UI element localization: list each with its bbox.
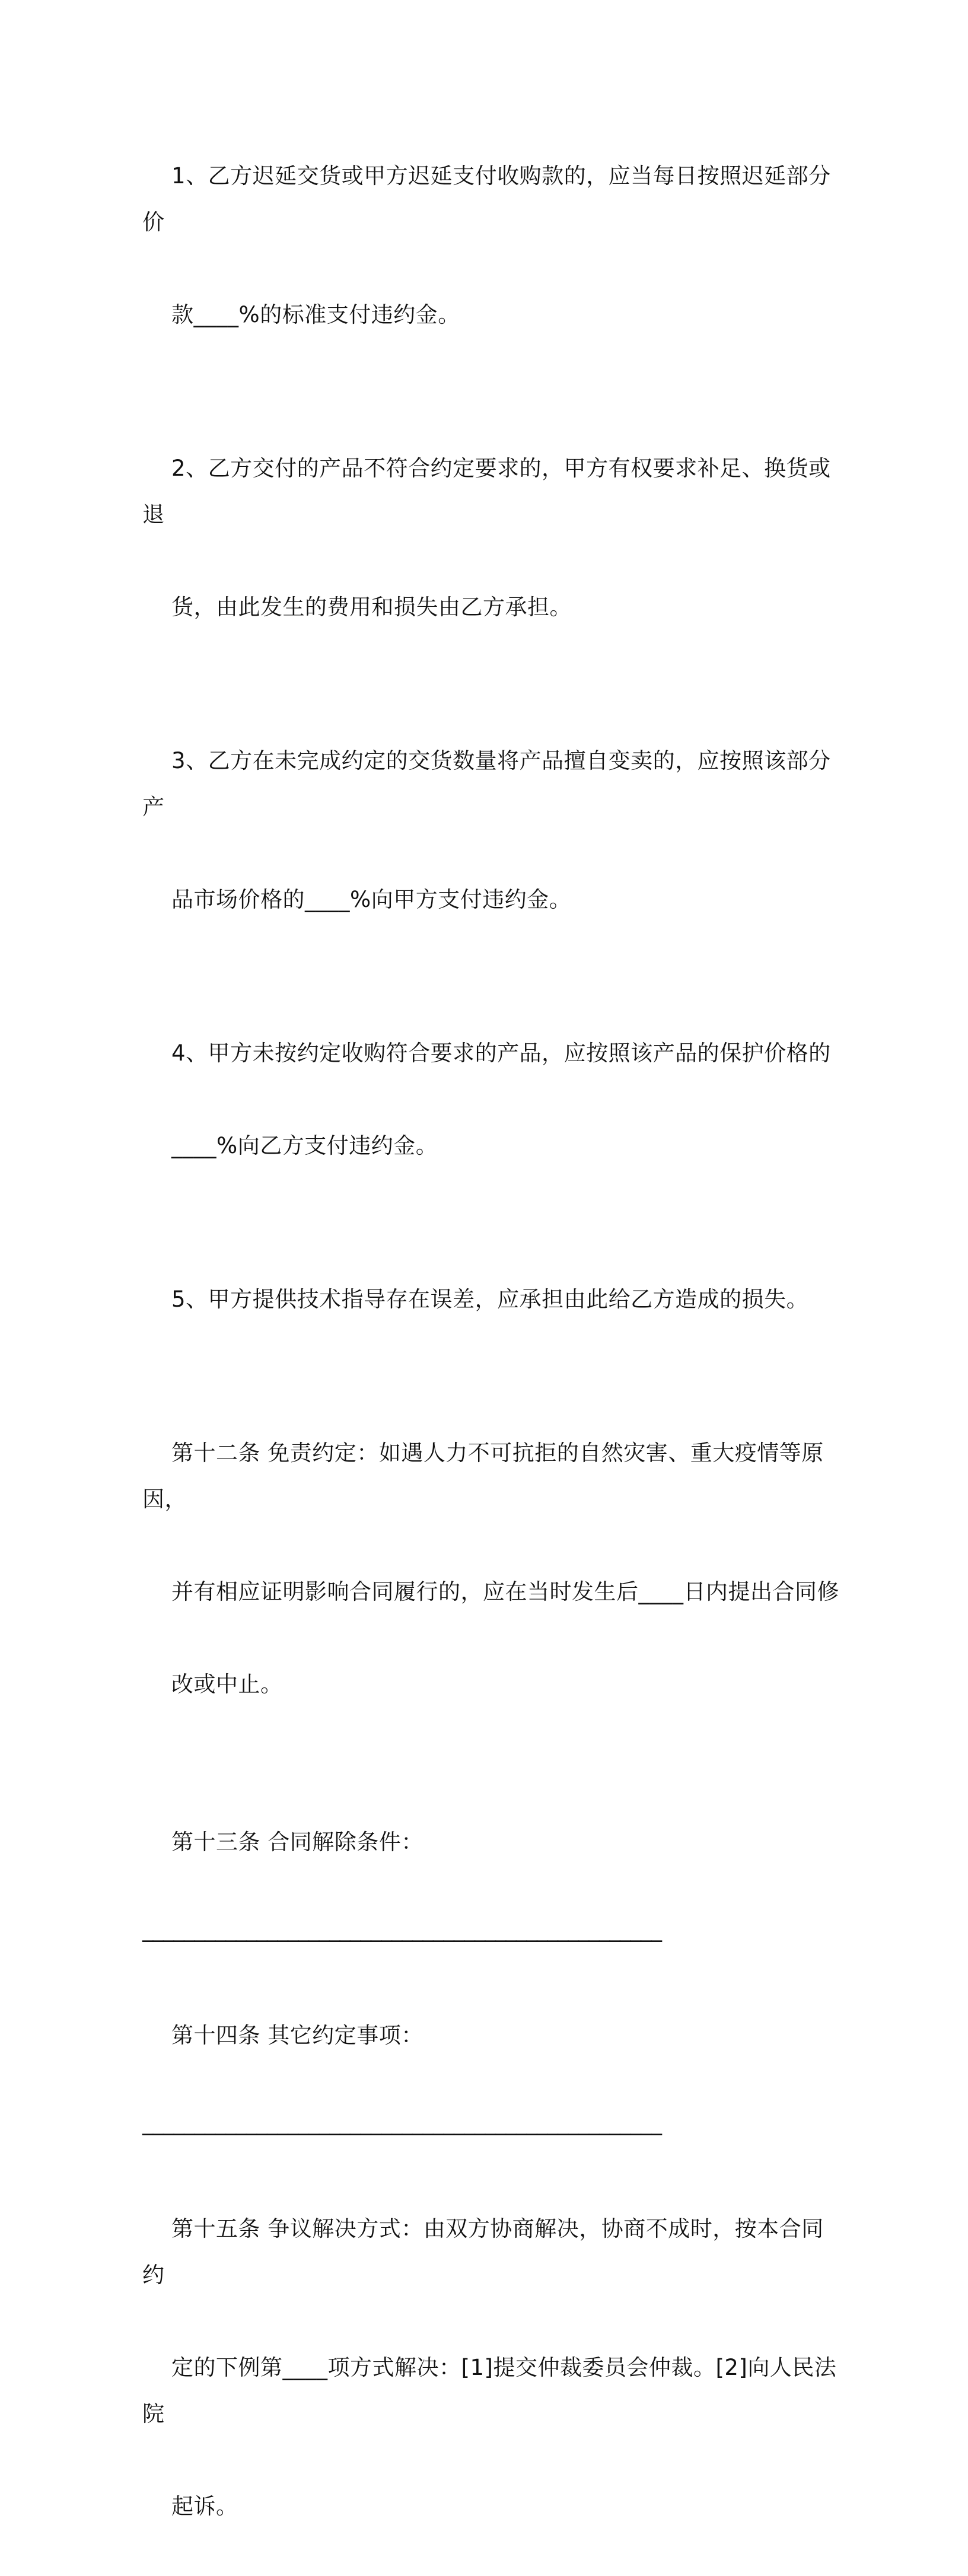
article-15-line-3: 起诉。 [171,2494,238,2519]
clause-item-4 [142,984,842,1215]
clause-item-2 [142,399,842,677]
clause-item-5 [142,1230,842,1369]
article-14-other-matters [142,1966,842,2105]
article-13-termination [142,1773,842,1912]
clause-item-2-line-2: 货，由此发生的费用和损失由乙方承担。 [171,594,572,620]
clause-item-1-line-2: 款____%的标准支付违约金。 [171,302,460,327]
article-15-line-1: 第十五条 争议解决方式：由双方协商解决，协商不成时，按本合同约 [142,2216,824,2288]
article-15-dispute-resolution [142,2160,842,2576]
clause-item-3-line-1: 3、乙方在未完成约定的交货数量将产品擅自变卖的，应按照该部分产 [142,748,831,820]
article-14-line-1: 第十四条 其它约定事项： [171,2023,424,2048]
article-14-blank-rule: __________________________________________________ [142,2110,661,2135]
document-page [142,107,842,2576]
article-12-line-2: 并有相应证明影响合同履行的，应在当时发生后____日内提出合同修 [171,1579,840,1604]
clause-item-2-line-1: 2、乙方交付的产品不符合约定要求的，甲方有权要求补足、换货或退 [142,456,831,527]
clause-item-4-line-1: 4、甲方未按约定收购符合要求的产品，应按照该产品的保护价格的 [171,1040,831,1066]
article-13-blank-rule: __________________________________________________ [142,1916,661,1942]
article-12-line-1: 第十二条 免责约定：如遇人力不可抗拒的自然灾害、重大疫情等原因， [142,1440,824,1512]
article-12-force-majeure [142,1384,842,1754]
clause-item-1-line-1: 1、乙方迟延交货或甲方迟延支付收购款的，应当每日按照迟延部分价 [142,163,831,235]
article-13-line-1: 第十三条 合同解除条件： [171,1829,424,1855]
article-12-line-3: 改或中止。 [171,1671,283,1697]
clause-item-5-line-1: 5、甲方提供技术指导存在误差，应承担由此给乙方造成的损失。 [171,1287,809,1312]
clause-item-4-line-2: ____%向乙方支付违约金。 [171,1133,438,1158]
clause-item-3 [142,692,842,969]
article-15-line-2: 定的下例第____项方式解决：[1]提交仲裁委员会仲裁。[2]向人民法院 [142,2355,837,2427]
clause-item-1 [142,107,842,384]
clause-item-3-line-2: 品市场价格的____%向甲方支付违约金。 [171,887,572,912]
